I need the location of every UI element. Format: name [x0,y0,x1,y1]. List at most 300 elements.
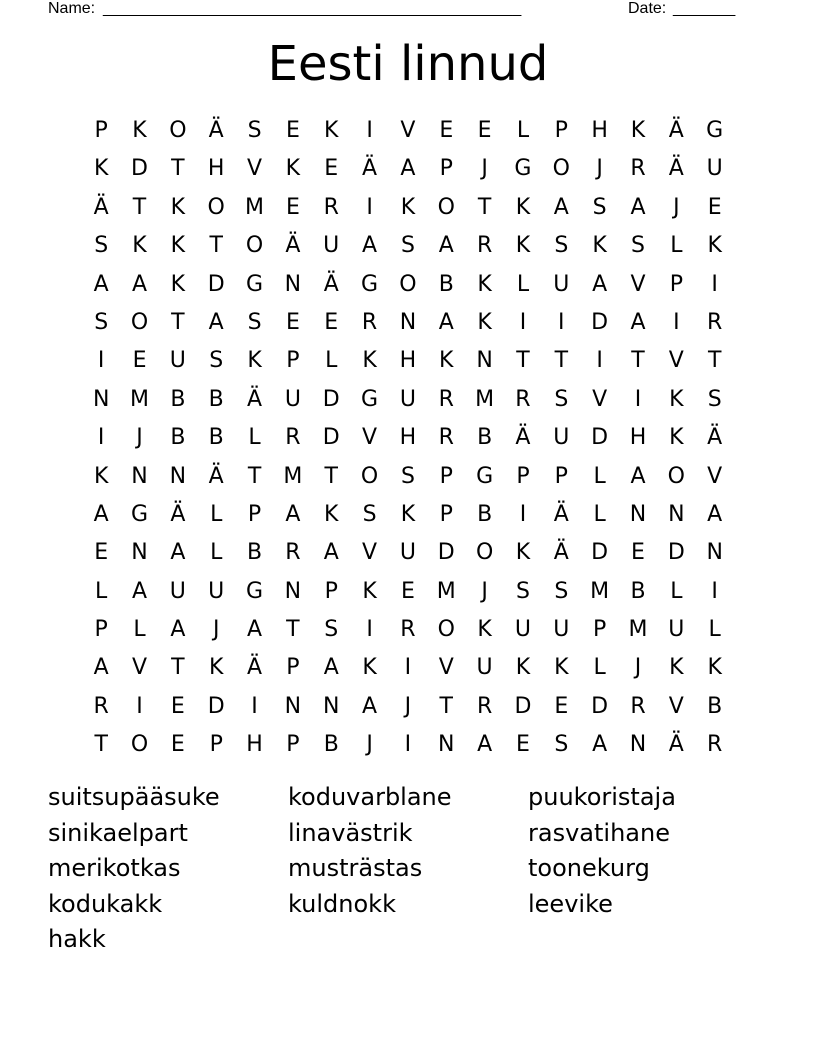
grid-cell: R [323,194,339,220]
word-item: toonekurg [528,854,650,882]
grid-row [82,189,734,227]
grid-cell: T [286,617,300,643]
grid-cell: T [209,233,223,259]
grid-cell: I [366,118,373,143]
grid-cell: T [707,348,722,374]
grid-cell: L [95,578,108,604]
word-row [48,816,768,852]
word-item: kodukakk [48,889,163,918]
grid-cell: J [481,156,488,182]
grid-cell: P [324,578,338,604]
grid-cell: K [170,194,186,220]
grid-cell: V [668,348,684,374]
grid-cell: J [212,617,220,643]
grid-cell: T [94,732,108,758]
grid-cell: V [630,271,646,297]
grid-cell: E [400,578,415,604]
grid-cell: B [247,540,263,566]
grid-row [82,266,734,304]
grid-cell: K [93,156,109,182]
grid-cell: Ä [285,233,301,259]
grid-cell: G [130,501,149,527]
grid-cell: N [92,386,110,412]
grid-cell: A [553,194,569,220]
grid-cell: K [477,617,492,643]
grid-cell: A [592,732,608,758]
grid-cell: B [707,693,723,719]
grid-cell: I [97,425,105,451]
grid-cell: D [514,693,532,719]
grid-cell: U [553,425,570,451]
grid-cell: A [323,655,339,681]
grid-cell: O [130,309,149,335]
grid-cell: N [284,693,302,719]
grid-cell: K [362,655,377,681]
word-item: suitsupääsuke [48,783,220,811]
grid-cell: M [628,617,648,643]
grid-row [82,150,734,188]
grid-cell: L [210,540,223,566]
grid-cell: T [631,348,645,374]
grid-row [82,573,734,611]
grid-cell: Ä [515,425,531,451]
grid-cell: I [673,309,680,335]
grid-cell: T [554,348,569,374]
grid-cell: P [439,463,453,489]
grid-cell: B [477,501,493,527]
grid-cell: Ä [668,732,684,758]
grid-cell: I [251,693,258,719]
grid-cell: U [169,348,186,374]
grid-cell: U [668,617,685,643]
grid-cell: I [711,578,718,604]
grid-cell: L [133,617,146,643]
grid-cell: T [247,463,262,489]
grid-cell: Ä [93,194,109,220]
grid-cell: Ä [553,501,569,527]
grid-cell: K [630,118,646,143]
grid-cell: Ä [247,386,263,412]
grid-cell: P [669,271,683,297]
word-item: rasvatihane [528,818,670,847]
grid-cell: R [285,425,301,451]
grid-cell: V [247,156,263,182]
grid-cell: U [169,578,186,604]
grid-cell: K [362,348,377,374]
grid-cell: Ä [668,118,684,143]
grid-cell: A [362,233,378,259]
grid-cell: K [400,501,416,527]
grid-cell: K [208,655,224,681]
grid-cell: N [399,309,417,335]
grid-cell: E [324,309,339,335]
grid-row [82,534,734,572]
grid-cell: K [515,655,531,681]
grid-cell: I [97,348,105,374]
grid-cell: B [208,425,224,451]
grid-cell: R [630,156,646,182]
grid-cell: T [516,348,530,374]
grid-cell: Ä [707,425,723,451]
grid-cell: R [515,386,531,412]
grid-cell: Ä [208,118,224,143]
grid-cell: B [438,271,454,297]
grid-cell: E [324,156,339,182]
grid-cell: S [94,233,109,259]
grid-cell: I [366,194,373,220]
grid-cell: N [438,732,455,758]
grid-cell: N [169,463,187,489]
word-list [48,780,768,958]
grid-cell: B [170,425,186,451]
grid-cell: P [554,463,568,489]
grid-cell: E [285,118,300,143]
grid-cell: K [477,271,492,297]
grid-cell: S [400,233,415,259]
grid-cell: L [210,501,223,527]
grid-cell: A [131,578,148,604]
grid-cell: A [477,732,493,758]
grid-cell: H [246,732,263,758]
page-title: Eesti linnud [267,36,549,92]
grid-cell: K [477,309,492,335]
letter-grid [82,112,734,765]
grid-cell: O [552,156,570,182]
grid-cell: A [630,194,646,220]
grid-cell: L [593,463,606,489]
grid-cell: L [708,617,721,643]
grid-cell: A [400,156,416,182]
grid-cell: B [208,386,224,412]
grid-row [82,726,734,764]
grid-cell: A [592,271,608,297]
grid-cell: P [439,156,453,182]
grid-cell: S [554,578,569,604]
grid-cell: L [516,118,530,143]
grid-cell: S [631,233,645,259]
grid-cell: K [439,348,454,374]
grid-cell: R [707,732,723,758]
grid-cell: N [629,732,647,758]
grid-row [82,688,734,726]
grid-cell: E [170,732,185,758]
grid-cell: L [670,233,683,259]
grid-cell: J [481,578,488,604]
grid-cell: A [323,540,339,566]
grid-cell: H [207,156,225,182]
grid-cell: E [94,540,109,566]
grid-cell: K [554,655,569,681]
grid-cell: A [131,271,148,297]
grid-cell: J [366,732,373,758]
grid-cell: A [630,309,646,335]
grid-cell: K [400,194,416,220]
name-line: _______________________________________________ [103,0,522,17]
grid-cell: D [322,386,340,412]
grid-cell: P [94,617,108,643]
grid-cell: J [673,194,680,220]
grid-row [82,304,734,342]
grid-cell: B [170,386,186,412]
grid-cell: K [285,156,301,182]
grid-cell: V [707,463,723,489]
grid-cell: H [399,425,417,451]
grid-cell: K [362,578,377,604]
grid-cell: A [170,540,186,566]
grid-cell: M [283,463,303,489]
grid-row [82,649,734,687]
date-label: Date: [628,0,667,17]
grid-cell: U [323,233,340,259]
grid-cell: V [592,386,608,412]
grid-cell: P [286,348,300,374]
grid-cell: N [629,501,647,527]
grid-cell: K [515,194,531,220]
grid-cell: T [171,309,185,335]
grid-cell: T [171,156,185,182]
grid-cell: O [475,540,494,566]
word-item: puukoristaja [528,783,676,811]
grid-cell: S [400,463,415,489]
grid-cell: P [286,655,300,681]
grid-cell: D [591,309,609,335]
grid-cell: M [590,578,610,604]
grid-cell: E [439,118,454,143]
grid-cell: K [669,425,684,451]
grid-cell: Ä [668,156,684,182]
grid-cell: U [514,617,531,643]
grid-cell: S [592,194,607,220]
grid-cell: N [284,271,302,297]
grid-cell: A [707,501,723,527]
grid-cell: D [591,425,609,451]
grid-cell: P [247,501,262,527]
word-item: musträstas [288,854,423,882]
grid-cell: M [436,578,456,604]
grid-cell: L [516,271,530,297]
grid-cell: S [707,386,722,412]
grid-cell: L [248,425,261,451]
grid-cell: A [93,501,109,527]
grid-cell: Ä [208,463,224,489]
grid-cell: I [366,617,373,643]
grid-cell: V [362,540,378,566]
word-row [48,780,768,816]
grid-cell: R [400,617,416,643]
grid-cell: I [404,655,412,681]
grid-cell: S [554,732,569,758]
grid-cell: R [438,425,454,451]
grid-cell: R [707,309,723,335]
grid-cell: E [516,732,530,758]
grid-cell: U [476,655,493,681]
grid-cell: Ä [323,271,339,297]
grid-cell: K [247,348,262,374]
grid-cell: U [399,386,416,412]
grid-cell: P [94,118,108,143]
grid-cell: O [169,118,187,143]
grid-row [82,611,734,649]
word-row [48,922,768,958]
grid-cell: N [323,693,340,719]
grid-cell: S [247,118,262,143]
grid-cell: A [247,617,263,643]
grid-cell: G [706,118,724,143]
grid-cell: G [246,271,264,297]
grid-cell: K [669,655,684,681]
grid-cell: D [322,425,340,451]
word-item: koduvarblane [288,783,452,811]
grid-cell: U [553,617,570,643]
grid-row [82,419,734,457]
word-item: sinikaelpart [48,818,188,847]
grid-cell: U [284,386,301,412]
grid-cell: R [361,309,378,335]
grid-cell: L [593,655,606,681]
grid-cell: U [208,578,225,604]
grid-cell: A [438,233,454,259]
grid-cell: N [131,540,148,566]
date-line: _______ [673,0,736,17]
grid-cell: I [519,309,527,335]
grid-cell: L [670,578,683,604]
grid-cell: T [132,194,147,220]
grid-cell: B [477,425,493,451]
grid-row [82,112,734,150]
grid-cell: D [207,693,225,719]
grid-cell: K [669,386,684,412]
grid-cell: E [477,118,492,143]
grid-cell: N [284,578,302,604]
grid-cell: K [515,233,531,259]
grid-row [82,496,734,534]
grid-cell: N [476,348,493,374]
grid-cell: K [132,233,147,259]
grid-cell: P [516,463,530,489]
grid-cell: V [668,693,684,719]
grid-row [82,381,734,419]
grid-cell: O [667,463,685,489]
grid-cell: G [361,271,379,297]
grid-cell: A [362,693,378,719]
grid-cell: L [593,501,606,527]
grid-cell: K [170,233,186,259]
grid-cell: S [324,617,339,643]
grid-cell: A [170,617,186,643]
grid-cell: B [630,578,646,604]
grid-cell: V [362,425,378,451]
grid-cell: H [399,348,417,374]
grid-cell: Ä [553,540,569,566]
grid-row [82,227,734,265]
grid-cell: G [514,156,532,182]
grid-cell: V [438,655,454,681]
grid-cell: R [476,693,493,719]
grid-cell: D [591,693,609,719]
grid-cell: E [132,348,147,374]
grid-cell: A [93,655,109,681]
grid-cell: R [438,386,454,412]
grid-cell: D [207,271,225,297]
grid-cell: D [131,156,148,182]
grid-cell: M [475,386,495,412]
grid-cell: E [285,194,300,220]
grid-cell: G [246,578,264,604]
grid-cell: T [171,655,185,681]
grid-cell: A [285,501,301,527]
grid-cell: I [136,693,143,719]
grid-cell: N [668,501,685,527]
grid-cell: O [207,194,225,220]
grid-cell: P [439,501,453,527]
grid-cell: T [477,194,492,220]
grid-cell: R [630,693,646,719]
grid-cell: G [361,386,379,412]
grid-cell: S [209,348,224,374]
grid-cell: V [400,118,416,143]
grid-cell: V [131,655,148,681]
grid-cell: N [131,463,148,489]
grid-cell: I [404,732,412,758]
grid-cell: J [136,425,143,451]
word-row [48,851,768,887]
grid-cell: J [404,693,412,719]
grid-cell: N [706,540,723,566]
grid-cell: E [707,194,722,220]
grid-cell: E [170,693,185,719]
grid-row [82,458,734,496]
grid-cell: O [360,463,379,489]
grid-cell: P [209,732,223,758]
grid-cell: E [285,309,300,335]
grid-cell: P [554,118,568,143]
grid-cell: K [324,501,339,527]
grid-cell: J [634,655,642,681]
grid-cell: K [132,118,147,143]
grid-cell: K [707,655,722,681]
grid-cell: O [399,271,417,297]
grid-cell: R [285,540,301,566]
word-item: leevike [528,889,613,918]
word-item: kuldnokk [288,889,396,918]
grid-cell: E [631,540,645,566]
grid-cell: K [170,271,186,297]
grid-cell: R [476,233,493,259]
grid-cell: K [707,233,722,259]
name-label: Name: [48,0,96,17]
header [48,0,748,18]
grid-cell: S [554,233,569,259]
grid-cell: E [554,693,569,719]
grid-cell: O [437,194,455,220]
grid-cell: H [591,118,608,143]
word-item: hakk [48,925,106,953]
grid-cell: G [476,463,494,489]
grid-cell: O [437,617,455,643]
grid-cell: D [591,540,609,566]
grid-cell: O [245,233,264,259]
grid-row [82,342,734,380]
grid-cell: P [593,617,607,643]
grid-cell: T [324,463,338,489]
grid-cell: U [706,156,723,182]
grid-cell: D [667,540,685,566]
grid-cell: U [553,271,570,297]
grid-cell: I [596,348,603,374]
grid-cell: D [437,540,455,566]
grid-cell: P [286,732,300,758]
word-row [48,887,768,923]
